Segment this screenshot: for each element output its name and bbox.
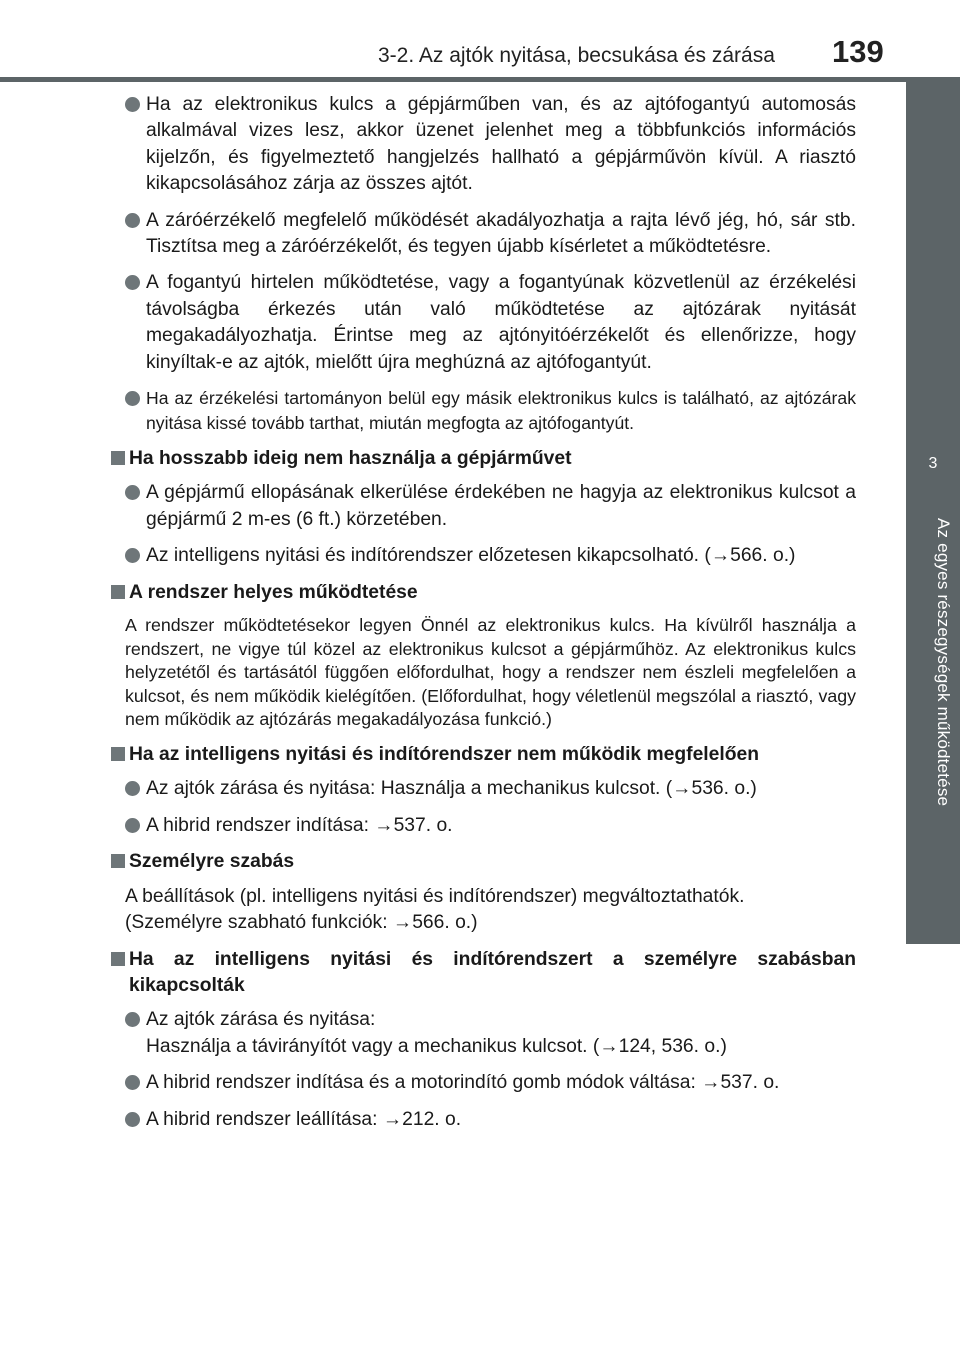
- page-content: [108, 92, 856, 1143]
- chapter-number: 3: [928, 455, 938, 472]
- bullet-dot-icon: [125, 1075, 140, 1090]
- bullet-dot-icon: [125, 213, 140, 228]
- bullet-dot-icon: [125, 485, 140, 500]
- bullet-item: [108, 386, 856, 436]
- bullet-item: [108, 92, 856, 198]
- body-paragraph: [108, 884, 856, 937]
- heading-text: A rendszer helyes működtetése: [129, 581, 418, 603]
- bullet-item: [108, 270, 856, 376]
- body-line: (Személyre szabható funkciók: →566. o.): [125, 912, 478, 934]
- bullet-item: [108, 813, 856, 839]
- bullet-dot-icon: [125, 1112, 140, 1127]
- bullet-item: [108, 1007, 856, 1060]
- bullet-dot-icon: [125, 1012, 140, 1027]
- heading-text: Személyre szabás: [129, 851, 295, 873]
- bullet-text: Ha az elektronikus kulcs a gépjárműben van, és az ajtófogantyú automosás alkalmával vizes lesz, akkor üzenet jelenhet meg a többfunkciós információs kijelzőn, és figyelmeztető hangjelzés hallható a gépjárművön kívül. A riasztó kikapcsolásához zárja az összes ajtót.: [146, 94, 856, 195]
- bullet-item: [108, 208, 856, 261]
- body-line: A beállítások (pl. intelligens nyitási és indítórendszer) megváltoztathatók.: [125, 885, 745, 907]
- heading-text: Ha az intelligens nyitási és indítórendszer nem működik megfelelően: [129, 744, 760, 766]
- heading-square-icon: [111, 952, 125, 966]
- chapter-sidebar: [906, 82, 960, 1352]
- bullet-text: A fogantyú hirtelen működtetése, vagy a fogantyúnak közvetlenül az érzékelési távolságba érkezés után való működtetése az ajtózárak nyitását megakadályozhatja. Érintse meg az ajtónyitóérzékelőt és ellenőrizze, hogy kinyíltak-e az ajtók, mielőtt újra meghúzná az ajtófogantyút.: [146, 272, 856, 373]
- bullet-text: Az ajtók zárása és nyitása: Használja a mechanikus kulcsot. (→536. o.): [146, 778, 757, 800]
- bullet-line: Az ajtók zárása és nyitása:: [146, 1009, 376, 1031]
- section-heading: [108, 742, 856, 768]
- page-header: [0, 0, 960, 80]
- bullet-item: [108, 776, 856, 802]
- section-heading: [108, 947, 856, 1000]
- bullet-item: [108, 1107, 856, 1133]
- bullet-item: [108, 1070, 856, 1096]
- bullet-text: A hibrid rendszer leállítása: →212. o.: [146, 1108, 462, 1130]
- bullet-text: Az intelligens nyitási és indítórendszer előzetesen kikapcsolható. (→566. o.): [146, 545, 796, 567]
- bullet-item: [108, 543, 856, 569]
- page-number: 139: [832, 34, 884, 69]
- bullet-text: A záróérzékelő megfelelő működését akadályozhatja a rajta lévő jég, hó, sár stb. Tisztítsa meg a záróérzékelőt, és tegyen újabb kísérletet a működtetésre.: [146, 209, 856, 258]
- chapter-tab: [906, 424, 960, 504]
- bullet-line: Használja a távirányítót vagy a mechanikus kulcsot. (→124, 536. o.): [146, 1035, 727, 1057]
- heading-square-icon: [111, 451, 125, 465]
- section-title: 3-2. Az ajtók nyitása, becsukása és zárása: [378, 44, 775, 67]
- bullet-dot-icon: [125, 818, 140, 833]
- bullet-text: Ha az érzékelési tartományon belül egy másik elektronikus kulcs is található, az ajtózárak nyitása kissé tovább tarthat, miután megfogta az ajtófogantyút.: [146, 388, 856, 434]
- heading-text: Ha az intelligens nyitási és indítórendszert a személyre szabásban kikapcsolták: [129, 948, 856, 996]
- sidebar-band: [906, 82, 960, 424]
- bullet-text: A gépjármű ellopásának elkerülése érdekében ne hagyja az elektronikus kulcsot a gépjármű 2 m-es (6 ft.) körzetében.: [146, 482, 856, 530]
- chapter-title: Az egyes részegységek működtetése: [934, 518, 953, 807]
- bullet-dot-icon: [125, 781, 140, 796]
- bullet-dot-icon: [125, 548, 140, 563]
- bullet-dot-icon: [125, 275, 140, 290]
- heading-text: Ha hosszabb ideig nem használja a gépjárművet: [129, 448, 572, 470]
- bullet-item: [108, 480, 856, 533]
- section-heading: [108, 849, 856, 875]
- chapter-label-tab: [906, 504, 960, 944]
- header-divider: [0, 77, 960, 82]
- bullet-dot-icon: [125, 391, 140, 406]
- section-heading: [108, 446, 856, 472]
- body-paragraph: A rendszer működtetésekor legyen Önnél az elektronikus kulcs. Ha kívülről használja a rendszert, ne vigye túl közel az elektronikus kulcsot a gépjárműhöz. Az elektronikus kulcs helyzetétől és tartásától függően előfordulhat, hogy a rendszer nem észleli megfelelően a kulcsot, és nem működik kielégítően. (Előfordulhat, hogy véletlenül megszólal a riasztó, vagy nem működik az ajtózárás megakadályozása funkció.): [125, 615, 856, 730]
- bullet-dot-icon: [125, 97, 140, 112]
- section-heading: [108, 580, 856, 606]
- heading-square-icon: [111, 854, 125, 868]
- bullet-text: A hibrid rendszer indítása és a motorindító gomb módok váltása: →537. o.: [146, 1072, 780, 1094]
- bullet-text: A hibrid rendszer indítása: →537. o.: [146, 814, 453, 836]
- heading-square-icon: [111, 747, 125, 761]
- heading-square-icon: [111, 585, 125, 599]
